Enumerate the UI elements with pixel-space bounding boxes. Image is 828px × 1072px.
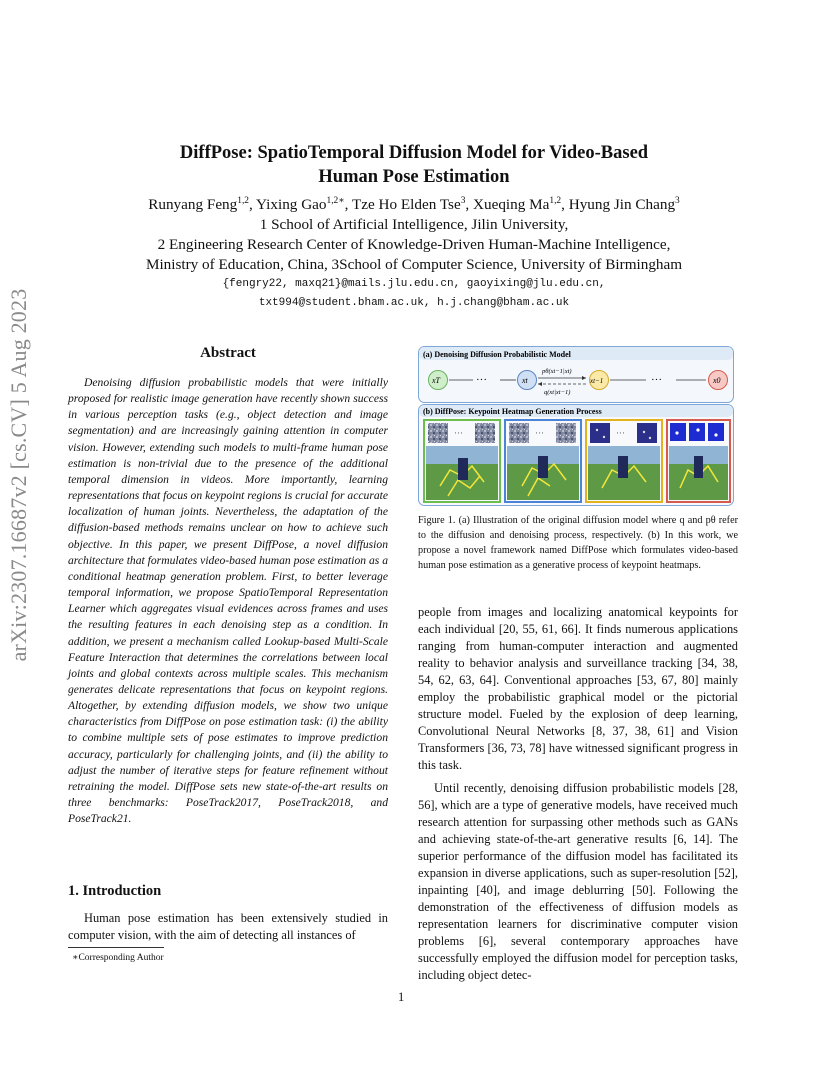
paragraph-1: people from images and localizing anatomical keypoints for each individual [20, 55, 61, 66]. It finds numerous applications ranging from human-computer interaction and augmented reality to behavior analysis and surveillance tracking [34, 38, 54, 62, 63, 64]. Conventional approaches [53, 67, 80] mainly employ the probabilistic graphical model or the pictorial structure model. Fueled by the explosion of deep learning, Convolutional Neural Networks [8, 37, 38, 61] and Vision Transformers [36, 73, 78] have witnessed significant progress in this task.: [418, 605, 738, 772]
paper-title: DiffPose: SpatioTemporal Diffusion Model for Video-Based Human Pose Estimation: [179, 143, 649, 187]
svg-text:···: ···: [454, 428, 463, 438]
email-list: {fengry22, maxq21}@mails.jlu.edu.cn, gaoyixing@jlu.edu.cn, txt994@student.bham.ac.uk, h.j.chang@bham.ac.uk: [222, 278, 606, 309]
node-xT: xT: [432, 376, 440, 385]
paragraph-2: Until recently, denoising diffusion probabilistic models [28, 56], which are a type of generative models, have received much research attention for surpassing other methods such as GANs and achieving state-of-the-art generative results [6, 14]. The superior performance of the diffusion model has facilitated its expansion in diverse applications, such as super-resolution [52], inpainting [40], and image deblurring [50]. Following the demonstration of the effectiveness of diffusion models as representation learners for discriminative computer vision problems [6], several contemporary approaches have successfully employed the diffusion model for perception tasks, including object detec-: [418, 781, 738, 982]
arxiv-identifier: arXiv:2307.16687v2 [cs.CV] 5 Aug 2023: [6, 288, 31, 662]
svg-text:···: ···: [535, 428, 544, 438]
svg-text:···: ···: [616, 428, 625, 438]
panel-b-title: (b) DiffPose: Keypoint Heatmap Generation Process: [423, 407, 602, 416]
author-list: Runyang Feng$^{1,2}$, Yixing Gao$^{1,2∗}$, Tze Ho Elden Tse$^3$, Xueqing Ma$^{1,2}$, Hyung Jin Chang$^3$: [148, 195, 680, 213]
forward-label: pθ(xt−1|xt): [542, 368, 572, 375]
affiliation-3: Ministry of Education, China, 3School of Computer Science, University of Birmingham: [145, 256, 683, 273]
abstract-heading: Abstract: [200, 345, 256, 361]
affiliations: [70, 215, 758, 275]
footnote-rule: [68, 947, 164, 948]
dots-2: ···: [651, 374, 662, 386]
node-xt: xt: [522, 376, 528, 385]
dots-1: ···: [476, 374, 487, 386]
node-x0: x0: [713, 376, 721, 385]
affiliation-2: 2 Engineering Research Center of Knowledge-Driven Human-Machine Intelligence,: [157, 236, 671, 253]
figure-1-graphic: [418, 346, 734, 506]
affiliation-1: 1 School of Artificial Intelligence, Jilin University,: [259, 216, 569, 233]
figure-1: [418, 346, 734, 506]
abstract-body: Denoising diffusion probabilistic models that were initially proposed for realistic image generation have recently shown success in various perception tasks (e.g., object detection and image segmentation) and are increasingly gaining attention in computer vision. However, extending such models to multi-frame human pose estimation is non-trivial due to the presence of the additional temporal dimension in videos. More importantly, learning representations that focus on keypoint regions is crucial for accurate localization of human joints. Nevertheless, the adaptation of the diffusion-based methods remains unclear on how to achieve such objective. In this paper, we present DiffPose, a novel diffusion architecture that formulates video-based human pose estimation as a conditional heatmap generation problem. First, to better leverage temporal information, we propose SpatioTemporal Representation Learner which aggregates visual evidences across frames and uses the resulting features in each denoising step as a condition. In addition, we present a mechanism called Lookup-based Multi-Scale Feature Interaction that determines the correlations between local joints and global contexts across multiple scales. This mechanism generates delicate representations that focus on keypoint regions. Altogether, by extending diffusion models, we show two unique characteristics from DiffPose on pose estimation task: (i) the ability to combine multiple sets of pose estimates to improve prediction accuracy, particularly for challenging joints, and (ii) the ability to adjust the number of iterative steps for feature refinement without retraining the model. DiffPose sets new state-of-the-art results on three benchmarks: PoseTrack2017, PoseTrack2018, and PoseTrack21.: [68, 376, 388, 826]
footnote: ∗Corresponding Author: [72, 953, 164, 963]
right-column-text: [418, 604, 738, 984]
figure-1-caption: Figure 1. (a) Illustration of the original diffusion model where q and pθ refer to the diffusion and denoising process, respectively. (b) In this work, we propose a novel framework named DiffPose which formulates video-based human pose estimation as a generative process of keypoint heatmaps.: [418, 515, 738, 571]
introduction-text: Human pose estimation has been extensively studied in computer vision, with the aim of detecting all instances of: [68, 911, 388, 942]
reverse-label: q(xt|xt−1): [544, 389, 571, 396]
panel-a-title: (a) Denoising Diffusion Probabilistic Model: [423, 350, 571, 359]
page-number: 1: [398, 990, 405, 1004]
section-heading-introduction: 1. Introduction: [68, 883, 162, 899]
node-xt-1: xt−1: [590, 377, 604, 385]
